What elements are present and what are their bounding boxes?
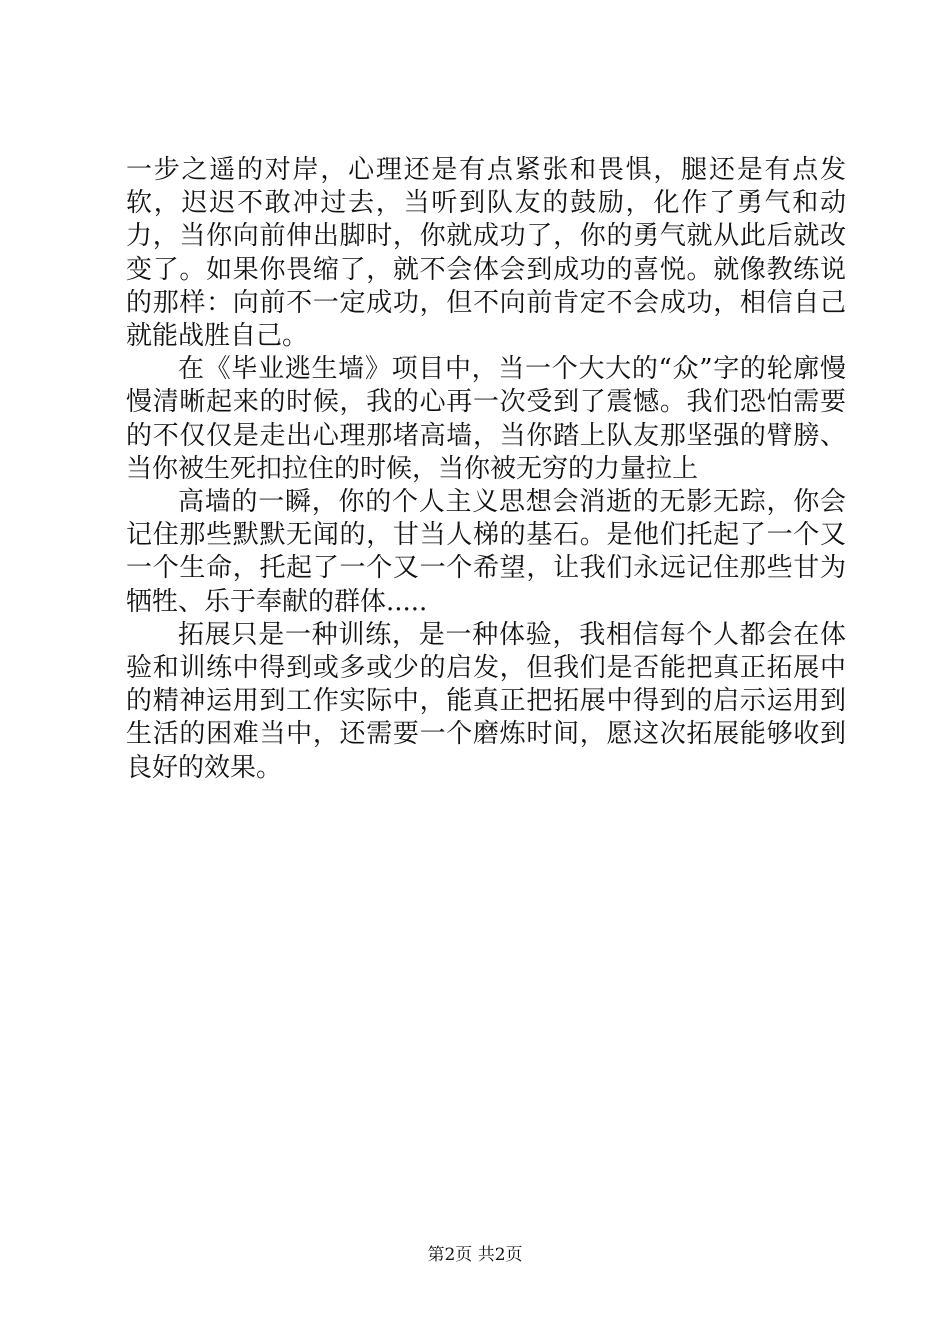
paragraph-2: 在《毕业逃生墙》项目中，当一个大大的“众”字的轮廓慢慢清晰起来的时候，我的心再一次受到了震憾。我们恐怕需要的不仅仅是走出心理那堵高墙，当你踏上队友那坚强的臂膀、当你被生死扣拉住的时候，当你被无穷的力量拉上 xyxy=(126,354,846,484)
page-number-label: 第2页 共2页 xyxy=(427,1245,523,1265)
page-footer xyxy=(0,1244,950,1266)
document-body xyxy=(126,154,846,785)
paragraph-4: 拓展只是一种训练，是一种体验，我相信每个人都会在体验和训练中得到或多或少的启发，但我们是否能把真正拓展中的精神运用到工作实际中，能真正把拓展中得到的启示运用到生活的困难当中，还需要一个磨炼时间，愿这次拓展能够收到良好的效果。 xyxy=(126,619,846,783)
paragraph-3: 高墙的一瞬，你的个人主义思想会消逝的无影无踪，你会记住那些默默无闻的，甘当人梯的基石。是他们托起了一个又一个生命，托起了一个又一个希望，让我们永远记住那些甘为牺牲、乐于奉献的群体..... xyxy=(126,487,846,617)
paragraph-1: 一步之遥的对岸，心理还是有点紧张和畏惧，腿还是有点发软，迟迟不敢冲过去，当听到队友的鼓励，化作了勇气和动力，当你向前伸出脚时，你就成功了，你的勇气就从此后就改变了。如果你畏缩了，就不会体会到成功的喜悦。就像教练说的那样：向前不一定成功，但不向前肯定不会成功，相信自己就能战胜自己。 xyxy=(126,155,846,352)
